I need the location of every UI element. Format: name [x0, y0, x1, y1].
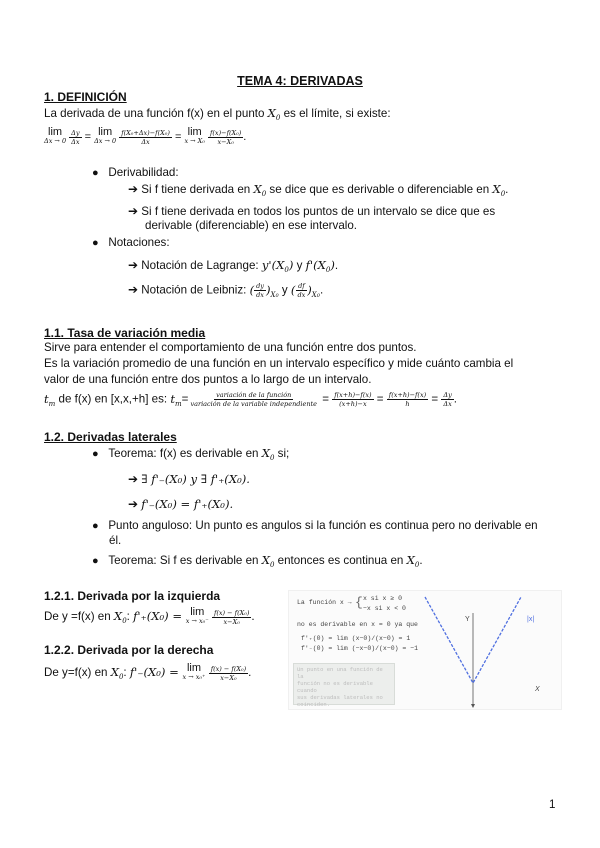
intro-b: es el límite, si existe: [280, 107, 391, 120]
absolute-value-graph-image [288, 590, 562, 710]
x0-symbol: $X_0$ [261, 446, 275, 462]
limit-1 [44, 128, 66, 146]
tasa-line2: Es la variación promedio de una función en un intervalo específico y mide cuánto cambia el [44, 357, 514, 370]
graph-fn-label: La función x → [297, 599, 352, 606]
exists-expr: ∃ f'₋(X₀) y ∃ f'₊(X₀). [141, 472, 250, 486]
y-axis-label: Y [465, 616, 470, 623]
lagrange-expression-f: $f'(X_0)$ [305, 258, 335, 274]
frac-num: f(x) − f(X₀) [213, 608, 250, 617]
x0-symbol: $X_0$ [406, 553, 420, 569]
arrow-right-icon: ➔ [128, 204, 139, 218]
theorem2-a: Teorema: Si f es derivable en [108, 554, 262, 567]
page-title [0, 74, 600, 88]
tm-symbol: $t_m$ [170, 391, 182, 408]
frac-num: f(x)−f(X₀) [209, 128, 242, 137]
right-derivative-formula: De y=f(x) en $X_0$: f'₋(X₀) = lim x → x₀⁺ $\frac{\text{f(x) − f(X₀)}}{\text{x−X₀}}$ . [44, 662, 252, 682]
lagrange-expression: $y'(X_0)$ [261, 258, 294, 274]
title-text: TEMA 4: DERIVADAS [237, 74, 363, 88]
x0-symbol: $X_0$ [113, 609, 127, 626]
angular-point-bullet [92, 519, 538, 533]
arrow2-line1: Si f tiene derivada en todos los puntos de un intervalo se dice que es [141, 205, 496, 218]
lim-text: lim [186, 662, 202, 674]
fraction-3 [387, 391, 428, 408]
bullet-icon: ● [92, 448, 99, 460]
equal-condition [128, 497, 233, 512]
left-expr: f'₊(X₀) = [133, 609, 186, 624]
lim-text: lim [98, 126, 113, 138]
lim-text: lim [48, 126, 63, 138]
curve-label: |x| [527, 616, 535, 623]
right-expr: f'₋(X₀) = [129, 665, 183, 680]
section-izquierda-heading: 1.2.1. Derivada por la izquierda [44, 589, 221, 603]
right-fraction [209, 665, 248, 682]
graph-case1: x si x ≥ 0 [363, 595, 403, 602]
leibniz-notation: ➔ Notación de Leibniz: ( $\frac{dy}{dx}$ )$_{X0}$ y ( $\frac{df}{dx}$ )$_{X0}$. [128, 282, 324, 299]
lim-text: lim [190, 606, 205, 618]
variation-fraction [188, 391, 319, 408]
section-definicion-heading: 1. DEFINICIÓN [44, 90, 127, 104]
right-text: De y=f(x) en [44, 666, 111, 680]
limit-left [186, 608, 209, 626]
note-line3: sus derivadas laterales no coinciden. [297, 694, 383, 708]
bullet-icon: ● [92, 555, 99, 567]
angular-line2: él. [109, 534, 122, 547]
x0-symbol: $X_0$ [110, 665, 124, 682]
note-box [293, 663, 395, 708]
frac-den: x−X₀ [223, 617, 240, 626]
graph-plot [421, 591, 561, 709]
frac-den: h [405, 400, 410, 408]
lim-sub: Δx → 0 [94, 137, 117, 145]
frac-num: f(x+h)−f(x) [388, 391, 427, 399]
theorem-bullet [92, 446, 289, 465]
frac-den: Δx [443, 400, 452, 408]
left-fraction [212, 609, 251, 626]
graph-case2: −x si x < 0 [363, 605, 406, 612]
derivative-definition-formula: lim Δx → 0 $\frac{\Delta y}{\Delta x}$ = lim Δx → 0 $\frac{\text{f(X₀+Δx)−f(X₀)}}{\Delta x}$ = lim x → X₀ $\frac{\text{f(x)−f(X₀)}}{\text{x−X₀}}$ . [44, 126, 247, 146]
tasa-line3: valor de una función entre dos puntos a lo largo de un intervalo. [44, 373, 372, 386]
frac-den: variación de la variable independiente [190, 400, 317, 408]
arrow-item-1: ➔ Si f tiene derivada en $X_0$ se dice que es derivable o diferenciable en $X_0$. [128, 182, 509, 198]
left-text: De y =f(x) en [44, 610, 114, 624]
note-line2: función no es derivable cuando [297, 680, 373, 694]
equal-expr: f'₋(X₀) = f'₊(X₀). [141, 497, 234, 511]
graph-not-derivable: no es derivable en x = 0 ya que [297, 621, 418, 628]
frac-num: variación de la función [216, 391, 292, 399]
section-laterales-heading: 1.2. Derivadas laterales [44, 430, 177, 444]
lim-sub: x → x₀⁻ [185, 617, 209, 625]
y-axis-arrow-icon [471, 704, 475, 708]
arrow1-b: se dice que es derivable o diferenciable en [266, 183, 493, 196]
theorem2-b: entonces es continua en [274, 554, 407, 567]
leibniz-expr-1: ( $\frac{dy}{dx}$ )$_{X0}$ [249, 282, 279, 299]
section-tasa-heading: 1.1. Tasa de variación media [44, 326, 206, 340]
graph-fp1: f'₊(0) = lim (x−0)/(x−0) = 1 [301, 635, 411, 642]
bullet-icon: ● [92, 167, 99, 179]
section-derecha-heading: 1.2.2. Derivada por la derecha [44, 643, 214, 657]
exists-condition [128, 472, 250, 487]
arrow-right-icon: ➔ [128, 472, 139, 486]
lim-sub: x → X₀ [184, 137, 205, 145]
frac-num: Δy [443, 391, 452, 399]
bullet-icon: ● [92, 237, 99, 249]
intro-a: La derivada de una función f(x) en el punto [44, 107, 268, 120]
theorem2-bullet: ● Teorema: Si f es derivable en $X_0$ entonces es continua en $X_0$. [92, 553, 423, 569]
theorem-a: Teorema: f(x) es derivable en [108, 447, 262, 460]
arrow-right-icon: ➔ [128, 182, 139, 196]
limit-2 [94, 128, 116, 146]
tasa-line1: Sirve para entender el comportamiento de una función entre dos puntos. [44, 341, 417, 354]
difference-fraction [208, 129, 243, 146]
fraction-4 [441, 391, 453, 408]
bullet-derivability-label: Derivabilidad: [108, 166, 179, 179]
page-number: 1 [549, 798, 556, 811]
fraction-2 [332, 391, 373, 408]
leibniz-expr-2: ( $\frac{df}{dx}$ )$_{X0}$ [290, 282, 320, 299]
x0-symbol: $X_0$ [492, 182, 506, 198]
lagrange-notation: ➔ Notación de Lagrange: $y'(X_0)$ y $f'(X_0)$. [128, 258, 339, 274]
tm-text: de f(x) en [x,x,+h] es: [55, 392, 171, 406]
bullet-notations-label: Notaciones: [108, 236, 170, 249]
bullet-icon: ● [92, 520, 99, 532]
lim-text: lim [187, 126, 202, 138]
arrow-right-icon: ➔ [128, 497, 139, 511]
angular-line1: Punto anguloso: Un punto es angulos si la función es continua pero no derivable en [108, 519, 538, 532]
left-derivative-formula: De y =f(x) en $X_0$: f'₊(X₀) = lim x → x₀⁻ $\frac{\text{f(x) − f(X₀)}}{\text{x−X₀}}$ . [44, 606, 255, 626]
note-line1: Un punto en una función de la [297, 666, 383, 680]
x0-symbol: $X_0$ [261, 553, 275, 569]
frac-num: f(x+h)−f(x) [334, 391, 372, 399]
frac-den: (x+h)−x [339, 400, 367, 408]
frac-den: x−X₀ [220, 673, 237, 682]
lim-sub: x → x₀⁺ [182, 673, 206, 681]
arrow2-line2: derivable (diferenciable) en ese intervalo. [145, 219, 358, 232]
theorem-b: si; [274, 447, 290, 460]
frac-den: Δx [141, 137, 150, 146]
x0-symbol: $X_0$ [267, 106, 281, 122]
lim-sub: Δx → 0 [44, 137, 67, 145]
arrow-right-icon: ➔ [128, 258, 139, 272]
arrow-right-icon: ➔ [128, 282, 139, 297]
frac-num: f(X₀+Δx)−f(X₀) [121, 128, 170, 137]
arrow1-a: Si f tiene derivada en [141, 183, 254, 196]
dy-dx-fraction: $\frac{\Delta y}{\Delta x}$ [71, 128, 80, 146]
frac-den: x−X₀ [217, 137, 234, 146]
definition-intro [44, 106, 391, 125]
bullet-derivability [92, 166, 179, 180]
brace-icon: { [355, 595, 363, 610]
x0-symbol: $X_0$ [253, 182, 267, 198]
frac-num: f(x) − f(X₀) [210, 664, 247, 673]
tm-symbol: $t_m$ [44, 391, 56, 408]
tasa-formula: $t_m$ de f(x) en [x,x,+h] es: $t_m=$ $\frac{\text{variación de la función}}{\text{variación de la variable independiente}}$ = $\frac{f(x+h)-f(x)}{(x+h)-x}$ = $\frac{f(x+h)-f(x)}{h}$ = $\frac{\Delta y}{\Delta x}$ . [44, 391, 457, 408]
bullet-notations [92, 236, 170, 250]
lagrange-label: Notación de Lagrange: [141, 259, 262, 272]
increment-fraction [119, 129, 172, 146]
x-axis-label: X [535, 686, 540, 693]
limit-3 [184, 128, 204, 146]
leibniz-label: Notación de Leibniz: [141, 283, 250, 297]
graph-fp2: f'₋(0) = lim (−x−0)/(x−0) = −1 [301, 645, 419, 652]
limit-right [183, 664, 206, 682]
arrow-item-2 [128, 204, 495, 219]
